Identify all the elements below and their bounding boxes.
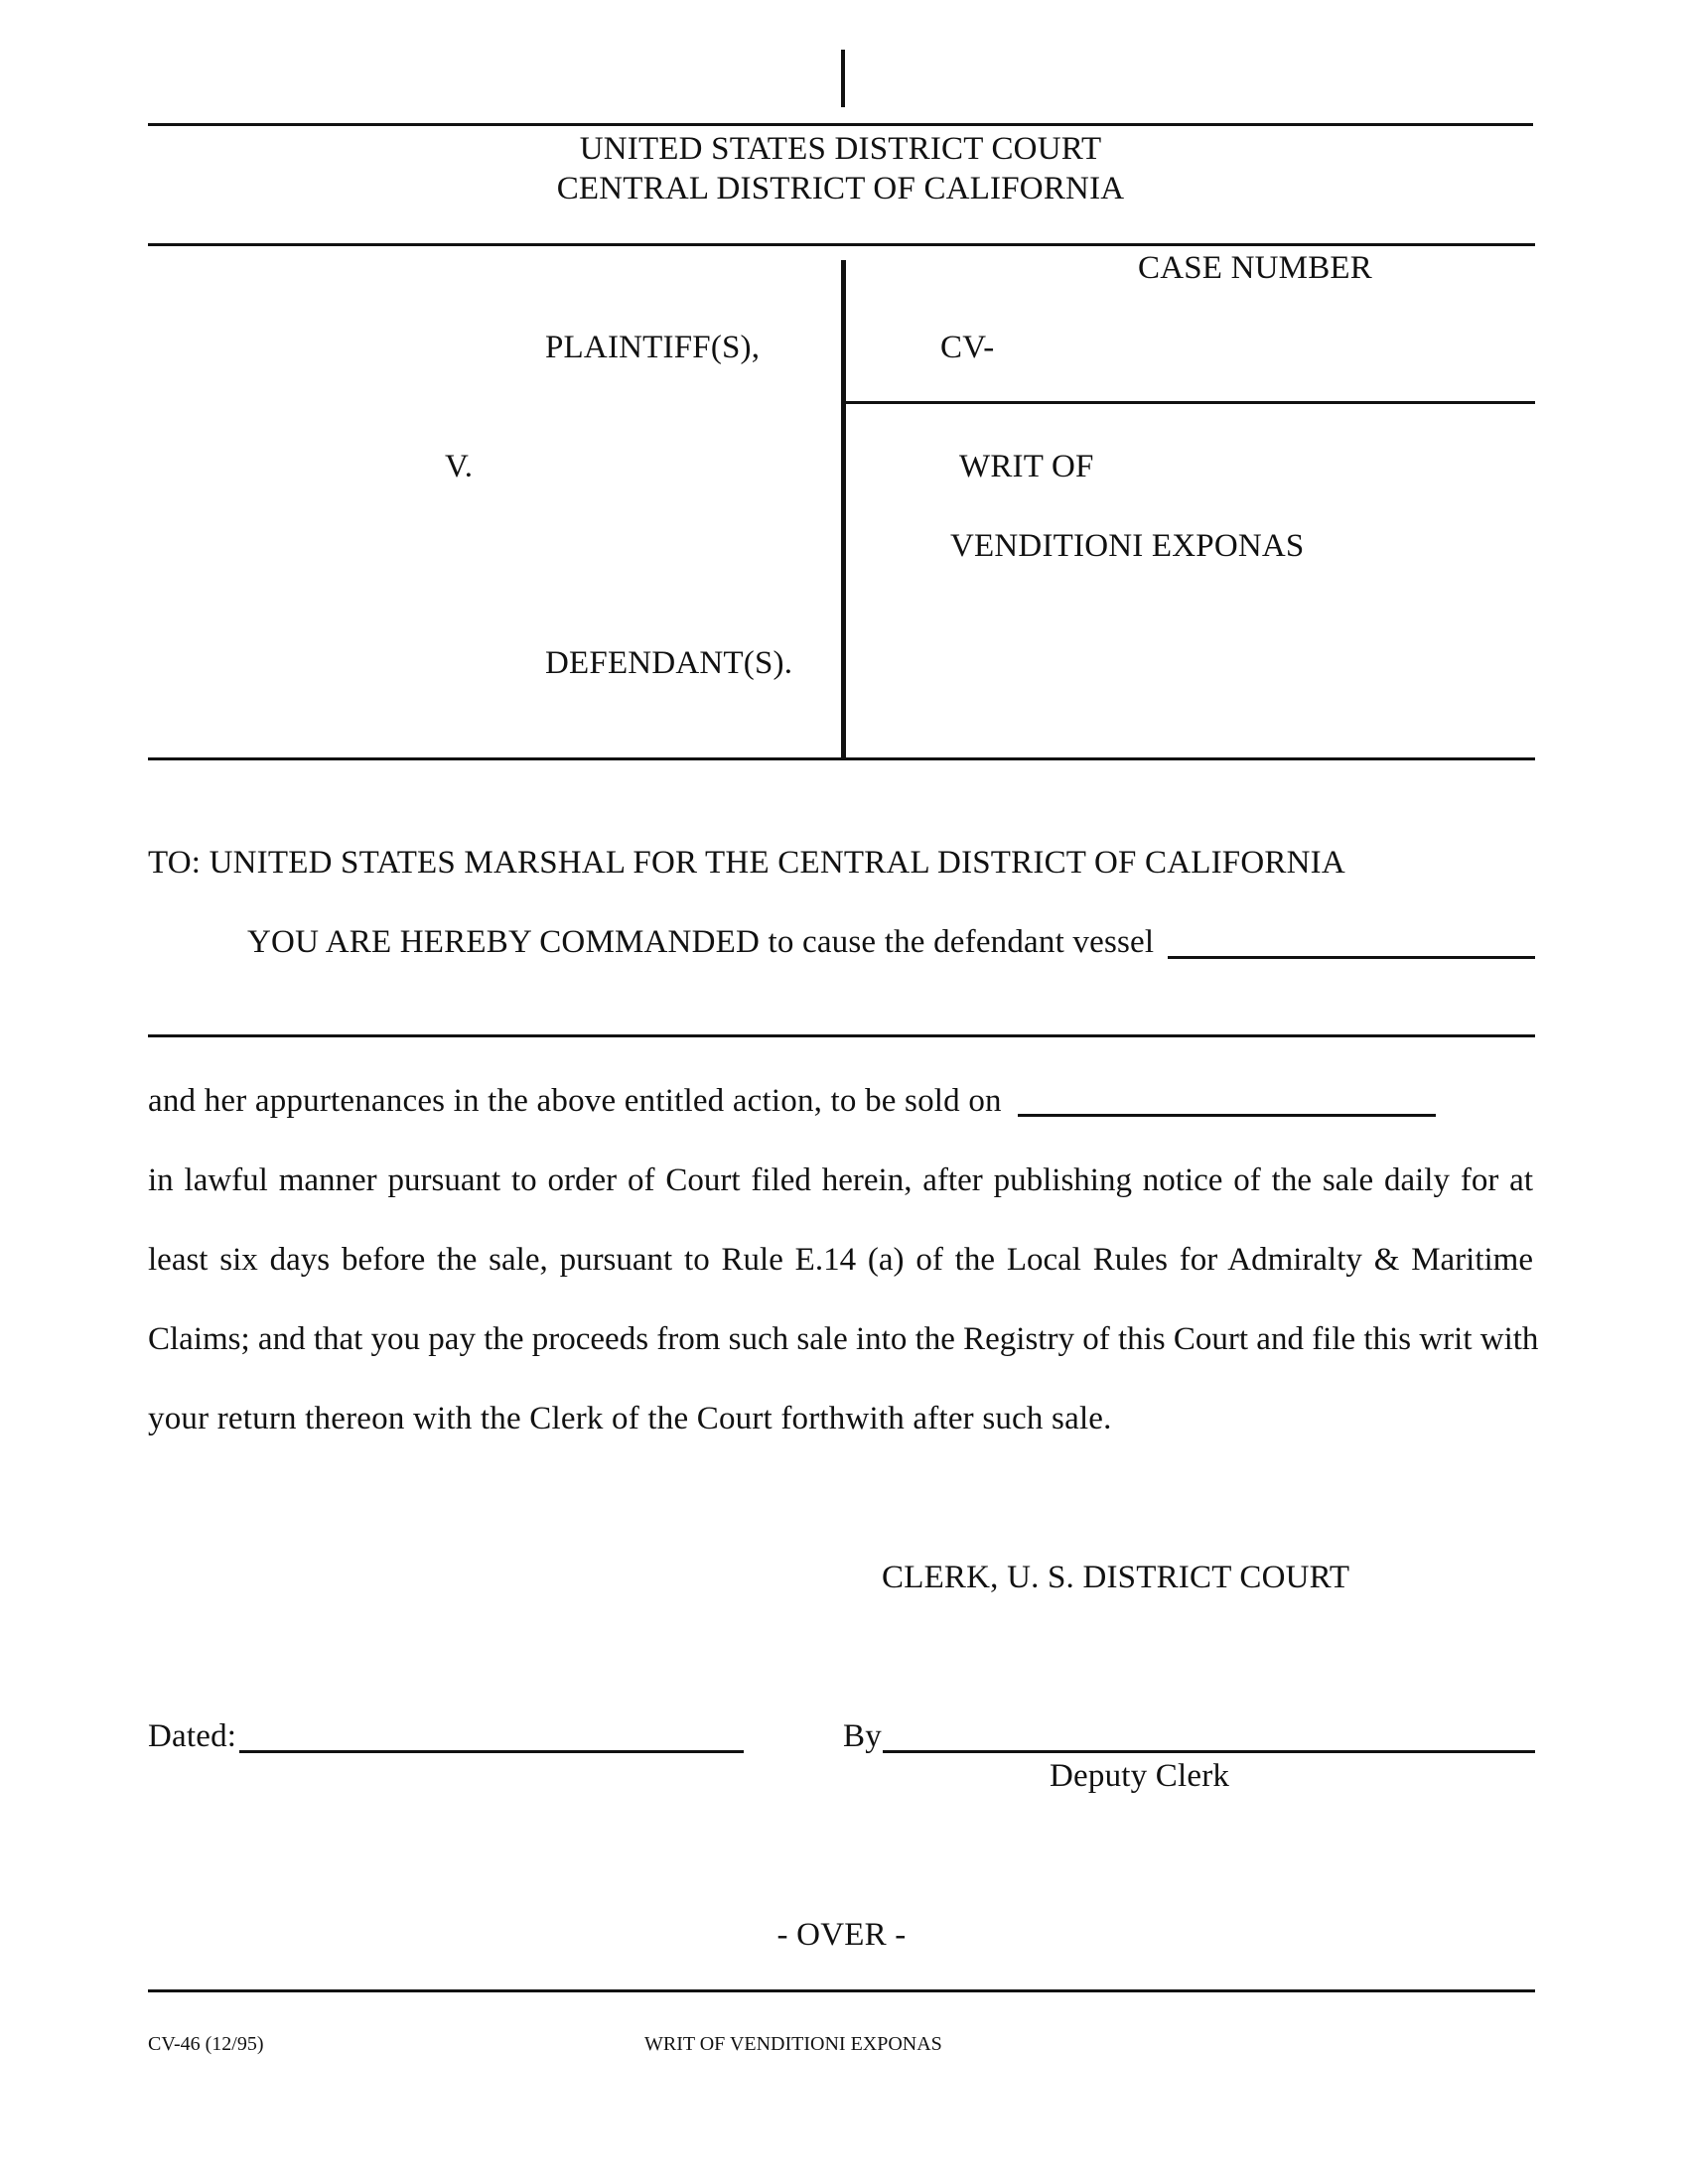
versus-label: V. (445, 449, 474, 484)
writ-paragraph-line4: your return thereon with the Clerk of the Court forthwith after such sale. (148, 1401, 1112, 1436)
footer-rule (148, 1989, 1535, 1992)
writ-paragraph-line2: least six days before the sale, pursuant to Rule E.14 (a) of the Local Rules for Admiralty & Maritime (148, 1242, 1533, 1278)
defendant-label: DEFENDANT(S). (545, 645, 793, 681)
clerk-title: CLERK, U. S. DISTRICT COURT (882, 1560, 1350, 1595)
court-name-line1: UNITED STATES DISTRICT COURT (579, 131, 1102, 167)
caption-top-rule (148, 243, 1535, 246)
dated-label: Dated: (148, 1718, 237, 1754)
deputy-clerk-label: Deputy Clerk (1050, 1758, 1230, 1794)
command-line: YOU ARE HEREBY COMMANDED to cause the defendant vessel (247, 924, 1155, 960)
caption-bottom-rule (148, 757, 1535, 760)
over-label: - OVER - (776, 1917, 907, 1953)
top-center-mark (841, 50, 845, 107)
plaintiff-label: PLAINTIFF(S), (545, 330, 761, 365)
header-top-rule (148, 123, 1533, 126)
writ-paragraph-line3: Claims; and that you pay the proceeds from such sale into the Registry of this Court and file this writ with (148, 1321, 1539, 1357)
vessel-name-field-continued[interactable] (148, 1034, 1535, 1037)
by-label: By (843, 1718, 882, 1754)
writ-title-line2: VENDITIONI EXPONAS (950, 528, 1305, 564)
caption-divider (841, 260, 846, 759)
court-name-line2: CENTRAL DISTRICT OF CALIFORNIA (556, 171, 1125, 206)
form-title: WRIT OF VENDITIONI EXPONAS (644, 2033, 942, 2055)
sale-date-field[interactable] (1018, 1114, 1436, 1117)
sale-date-line: and her appurtenances in the above entitled action, to be sold on (148, 1083, 1002, 1119)
deputy-signature-field[interactable] (883, 1750, 1535, 1753)
writ-title-line1: WRIT OF (959, 449, 1094, 484)
case-number-field[interactable]: CV- (940, 330, 995, 365)
case-number-rule (845, 401, 1535, 404)
form-number: CV-46 (12/95) (148, 2033, 264, 2055)
dated-field[interactable] (239, 1750, 744, 1753)
vessel-name-field[interactable] (1168, 956, 1535, 959)
addressee-line: TO: UNITED STATES MARSHAL FOR THE CENTRAL DISTRICT OF CALIFORNIA (148, 845, 1345, 881)
case-number-label: CASE NUMBER (1138, 250, 1372, 286)
writ-paragraph-line1: in lawful manner pursuant to order of Court filed herein, after publishing notice of the sale daily for at (148, 1162, 1533, 1198)
